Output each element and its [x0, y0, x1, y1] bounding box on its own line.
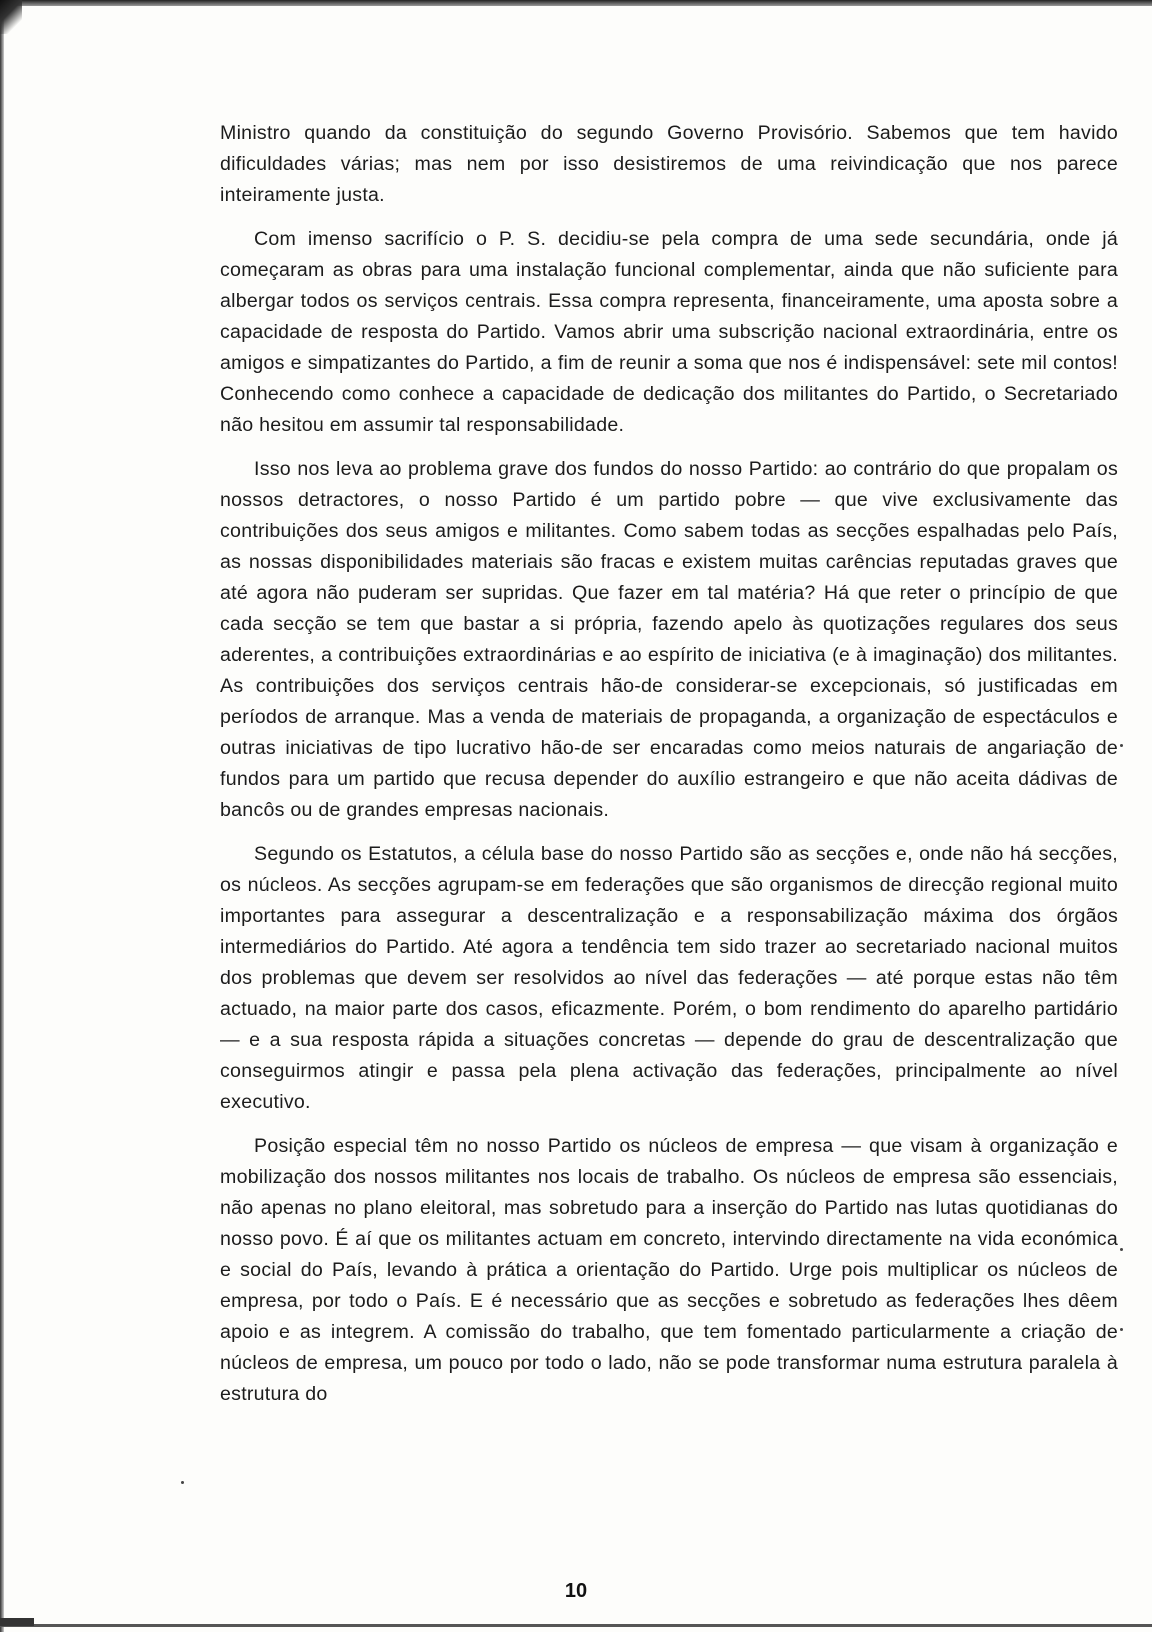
page-edge-bottom	[0, 1624, 1152, 1627]
scan-speck	[1120, 1248, 1123, 1251]
body-text	[220, 118, 1118, 1423]
scan-speck	[181, 1481, 184, 1484]
paragraph-1: Ministro quando da constituição do segundo Governo Provisório. Sabemos que tem havido dificuldades várias; mas nem por isso desistiremos de uma reivindicação que nos parece inteiramente justa.	[220, 122, 1118, 206]
paragraph-5: Posição especial têm no nosso Partido os núcleos de empresa — que visam à organização e mobilização dos nossos militantes nos locais de trabalho. Os núcleos de empresa são essenciais, não apenas no plano eleitoral, mas sobretudo para a inserção do Partido nas lutas quotidianas do nosso povo. É aí que os militantes actuam em concreto, intervindo directamente na vida económica e social do País, levando à prática a orientação do Partido. Urge pois multiplicar os núcleos de empresa, por todo o País. E é necessário que as secções e sobretudo as federações lhes dêem apoio e as integrem. A comissão do trabalho, que tem fomentado particularmente a criação de núcleos de empresa, um pouco por todo o lado, não se pode transformar numa estrutura paralela à estrutura do	[220, 1135, 1118, 1405]
paragraph-2: Com imenso sacrifício o P. S. decidiu-se pela compra de uma sede secundária, onde já começaram as obras para uma instalação funcional complementar, ainda que não suficiente para albergar todos os serviços centrais. Essa compra representa, financeiramente, uma aposta sobre a capacidade de resposta do Partido. Vamos abrir uma subscrição nacional extraordinária, entre os amigos e simpatizantes do Partido, a fim de reunir a soma que nos é indispensável: sete mil contos! Conhecendo como conhece a capacidade de dedicação dos militantes do Partido, o Secretariado não hesitou em assumir tal responsabilidade.	[220, 228, 1118, 436]
paragraph-3: Isso nos leva ao problema grave dos fundos do nosso Partido: ao contrário do que propalam os nossos detractores, o nosso Partido é um partido pobre — que vive exclusivamente das contribuições dos seus amigos e militantes. Como sabem todas as secções espalhadas pelo País, as nossas disponibilidades materiais são fracas e existem muitas carências reputadas graves que até agora não puderam ser supridas. Que fazer em tal matéria? Há que reter o princípio de que cada secção se tem que bastar a si própria, fazendo apelo às quotizações regulares dos seus aderentes, a contribuições extraordinárias e ao espírito de iniciativa (e à imaginação) dos militantes. As contribuições dos serviços centrais hão-de considerar-se excepcionais, só justificadas em períodos de arranque. Mas a venda de materiais de propaganda, a organização de espectáculos e outras iniciativas de tipo lucrativo hão-de ser encaradas como meios naturais de angariação de fundos para um partido que recusa depender do auxílio estrangeiro e que não aceita dádivas de bancôs ou de grandes empresas nacionais.	[220, 458, 1118, 821]
scan-speck	[1120, 1328, 1123, 1331]
scan-speck	[1120, 744, 1123, 747]
scan-corner-mark	[0, 0, 22, 34]
page-edge-top	[0, 0, 1152, 6]
paragraph-4: Segundo os Estatutos, a célula base do nosso Partido são as secções e, onde não há secções, os núcleos. As secções agrupam-se em federações que são organismos de direcção regional muito importantes para assegurar a descentralização e a responsabilização máxima dos órgãos intermediários do Partido. Até agora a tendência tem sido trazer ao secretariado nacional muitos dos problemas que devem ser resolvidos ao nível das federações — até porque estas não têm actuado, na maior parte dos casos, eficazmente. Porém, o bom rendimento do aparelho partidário — e a sua resposta rápida a situações concretas — depende do grau de descentralização que conseguirmos atingir e passa pela plena activação das federações, principalmente ao nível executivo.	[220, 843, 1118, 1113]
page-edge-left	[0, 0, 4, 1632]
scan-bottom-mark	[0, 1618, 34, 1626]
page-number: 10	[564, 1580, 588, 1602]
